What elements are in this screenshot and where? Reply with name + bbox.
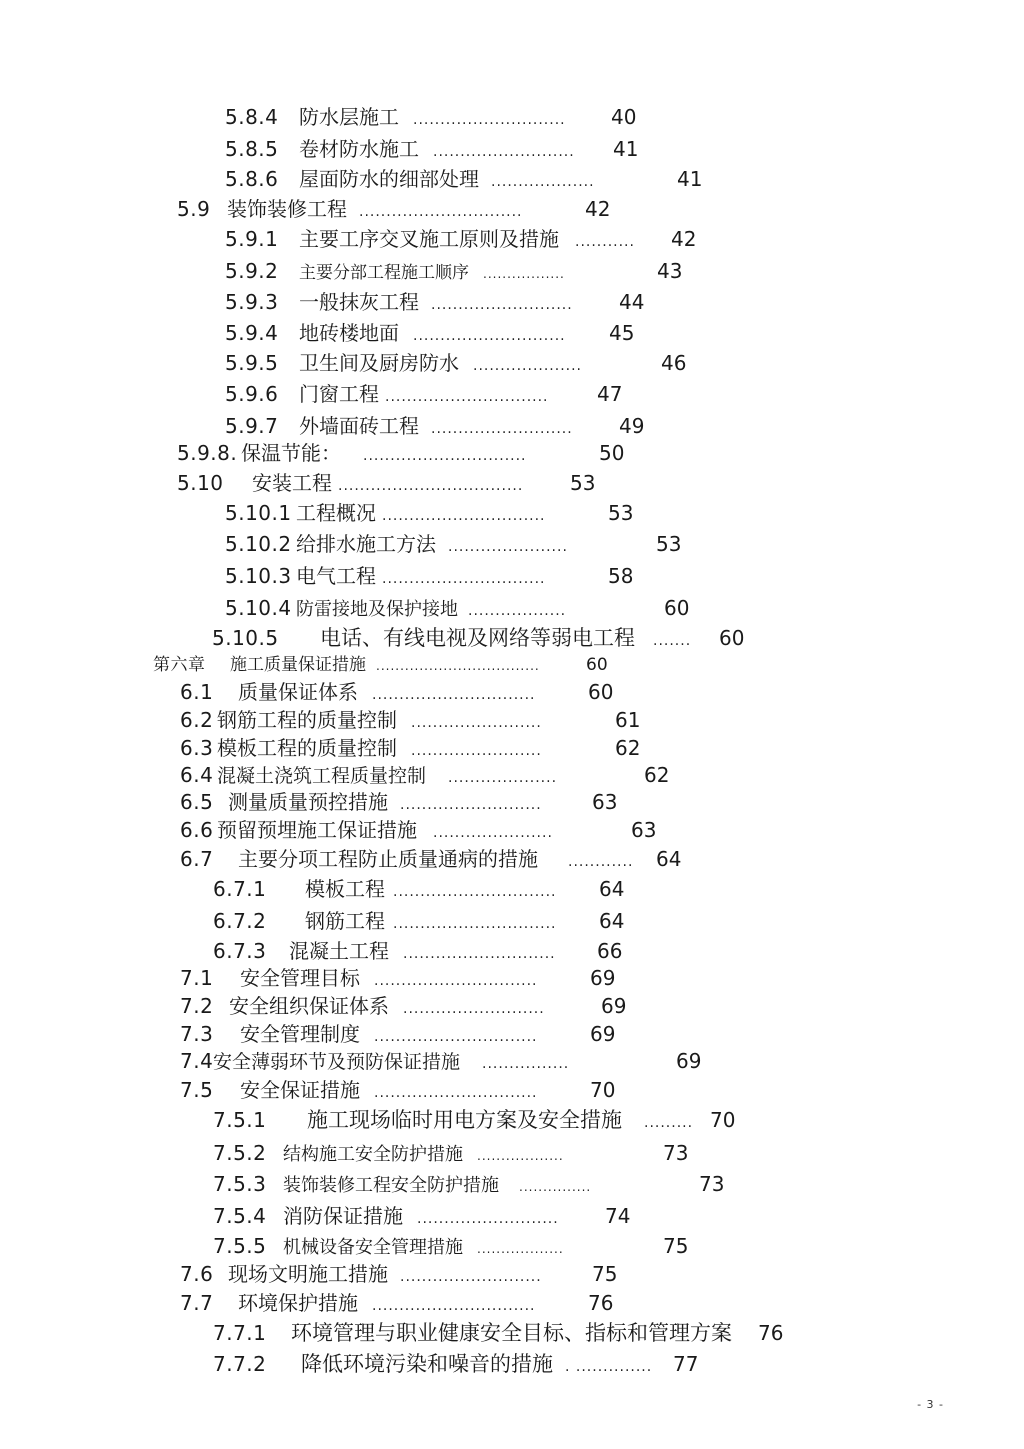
toc-title: 施工现场临时用电方案及安全措施 — [307, 1108, 622, 1132]
toc-page-number: 50 — [599, 441, 625, 465]
toc-title: 主要分项工程防止质量通病的措施 — [238, 847, 538, 871]
toc-page-number: 53 — [570, 471, 596, 495]
toc-leader: .......................... — [431, 421, 573, 437]
toc-page-number: 62 — [644, 763, 670, 787]
toc-entry — [225, 323, 634, 343]
toc-number: 7.7 — [180, 1291, 214, 1315]
toc-number: 7.5.2 — [213, 1141, 267, 1165]
toc-entry — [177, 199, 610, 219]
toc-entry — [180, 996, 626, 1016]
toc-page-number: 60 — [719, 626, 745, 650]
toc-number: 7.5.1 — [213, 1108, 267, 1132]
toc-entry — [213, 911, 624, 931]
toc-number: 5.10.3 — [225, 564, 292, 588]
toc-page-number: 42 — [671, 227, 697, 251]
toc-number: 5.9.2 — [225, 259, 279, 283]
toc-leader: .............................. — [374, 1029, 538, 1045]
toc-title: 安全组织保证体系 — [229, 994, 389, 1018]
toc-entry — [180, 710, 640, 730]
toc-leader: .................. — [477, 1242, 564, 1256]
toc-title: 安全管理目标 — [240, 966, 360, 990]
toc-page-number: 70 — [710, 1108, 736, 1132]
toc-entry — [213, 879, 624, 899]
toc-title: 环境保护措施 — [238, 1291, 358, 1315]
toc-entry — [225, 169, 702, 189]
toc-number: 6.7 — [180, 847, 214, 871]
toc-title: 安全薄弱环节及预防保证措施 — [213, 1051, 461, 1073]
toc-page-number: 53 — [656, 532, 682, 556]
toc-page-number: 63 — [592, 790, 618, 814]
toc-entry — [213, 1323, 783, 1344]
toc-number: 6.7.3 — [213, 939, 267, 963]
toc-title: 地砖楼地面 — [299, 321, 399, 345]
toc-leader: .................................. — [338, 478, 524, 494]
toc-page-number: 69 — [676, 1049, 702, 1073]
toc-number: 7.5.3 — [213, 1172, 267, 1196]
toc-number: 5.9 — [177, 197, 211, 221]
toc-leader: . .............. — [565, 1359, 653, 1375]
toc-number: 5.10.2 — [225, 532, 292, 556]
toc-page-number: 69 — [590, 1022, 616, 1046]
toc-title: 模板工程的质量控制 — [217, 736, 397, 760]
toc-number: 7.7.2 — [213, 1352, 267, 1376]
toc-page-number: 66 — [597, 939, 623, 963]
toc-page-number: 60 — [586, 655, 608, 675]
toc-entry — [225, 107, 636, 127]
toc-title: 质量保证体系 — [238, 680, 358, 704]
toc-entry — [225, 384, 622, 404]
page-footer-number: - 3 - — [917, 1398, 944, 1411]
toc-title: 钢筋工程的质量控制 — [217, 708, 397, 732]
toc-leader: .................................. — [376, 659, 540, 673]
toc-leader: ...................... — [433, 825, 553, 841]
toc-leader: .................... — [448, 770, 558, 786]
toc-number: 5.8.6 — [225, 167, 279, 191]
toc-entry — [180, 1080, 615, 1100]
toc-title: 屋面防水的细部处理 — [299, 167, 479, 191]
toc-page-number: 40 — [611, 105, 637, 129]
toc-entry — [225, 261, 682, 282]
toc-page-number: 44 — [619, 290, 645, 314]
toc-leader: .............................. — [382, 571, 546, 587]
toc-title: 安全管理制度 — [240, 1022, 360, 1046]
toc-title: 防水层施工 — [299, 105, 399, 129]
toc-leader: ....... — [653, 633, 692, 649]
toc-page-number: 69 — [590, 966, 616, 990]
toc-title: 环境管理与职业健康安全目标、指标和管理方案 — [291, 1321, 732, 1345]
toc-title: 主要分部工程施工顺序 — [299, 263, 469, 283]
toc-entry — [213, 1143, 688, 1164]
toc-entry — [213, 1206, 630, 1226]
toc-page-number: 70 — [590, 1078, 616, 1102]
toc-entry — [213, 1354, 698, 1375]
toc-leader: .......................... — [400, 1269, 542, 1285]
toc-title: 模板工程 — [305, 877, 385, 901]
toc-number: 7.5.4 — [213, 1204, 267, 1228]
toc-title: 门窗工程 — [299, 382, 379, 406]
toc-title: 钢筋工程 — [305, 909, 385, 933]
toc-entry — [225, 598, 689, 619]
toc-number: 第六章 — [153, 655, 206, 675]
toc-entry — [225, 229, 696, 249]
toc-leader: ............................ — [413, 328, 566, 344]
toc-leader: ................. — [483, 267, 565, 281]
toc-leader: ................... — [491, 174, 595, 190]
toc-number: 5.9.8. — [177, 441, 238, 465]
toc-leader: .............................. — [385, 389, 549, 405]
toc-leader: ............................ — [403, 946, 556, 962]
toc-leader: .................. — [468, 603, 567, 619]
toc-number: 5.9.1 — [225, 227, 279, 251]
toc-page-number: 69 — [601, 994, 627, 1018]
toc-number: 7.3 — [180, 1022, 214, 1046]
toc-number: 5.10 — [177, 471, 224, 495]
toc-title: 防雷接地及保护接地 — [296, 599, 458, 620]
toc-title: 工程概况 — [296, 501, 376, 525]
toc-entry — [180, 1264, 617, 1284]
toc-page-number: 43 — [657, 259, 683, 283]
toc-number: 5.9.4 — [225, 321, 279, 345]
toc-page-number: 73 — [699, 1172, 725, 1196]
toc-title: 施工质量保证措施 — [230, 655, 366, 675]
toc-entry — [180, 849, 681, 869]
toc-entry — [213, 1236, 688, 1257]
toc-number: 5.8.4 — [225, 105, 279, 129]
toc-page-number: 74 — [605, 1204, 631, 1228]
toc-number: 5.10.5 — [212, 626, 279, 650]
toc-entry — [180, 1051, 701, 1072]
toc-title: 电气工程 — [296, 564, 376, 588]
toc-page-number: 41 — [613, 137, 639, 161]
toc-title: 卷材防水施工 — [299, 137, 419, 161]
toc-page-number: 42 — [585, 197, 611, 221]
toc-leader: ........................ — [411, 743, 542, 759]
toc-title: 电话、有线电视及网络等弱电工程 — [320, 626, 635, 650]
toc-title: 机械设备安全管理措施 — [283, 1237, 463, 1258]
toc-title: 降低环境污染和噪音的措施 — [301, 1352, 553, 1376]
toc-leader: .......................... — [433, 144, 575, 160]
toc-title: 外墙面砖工程 — [299, 414, 419, 438]
toc-page-number: 49 — [619, 414, 645, 438]
toc-title: 安全保证措施 — [240, 1078, 360, 1102]
toc-entry — [180, 738, 640, 758]
toc-title: 安装工程 — [252, 471, 332, 495]
toc-leader: ......... — [644, 1115, 694, 1131]
toc-entry — [213, 1110, 735, 1131]
toc-number: 5.9.6 — [225, 382, 279, 406]
toc-leader: ............... — [519, 1180, 592, 1194]
toc-number: 7.5 — [180, 1078, 214, 1102]
toc-page-number: 60 — [588, 680, 614, 704]
toc-leader: ............................ — [413, 112, 566, 128]
toc-leader: ................ — [482, 1056, 570, 1072]
toc-number: 5.10.4 — [225, 596, 292, 620]
toc-entry — [225, 416, 644, 436]
toc-number: 5.9.5 — [225, 351, 279, 375]
toc-page-number: 63 — [631, 818, 657, 842]
toc-page-number: 75 — [592, 1262, 618, 1286]
toc-entry — [180, 1293, 613, 1313]
toc-title: 混凝土浇筑工程质量控制 — [217, 765, 427, 787]
toc-entry — [225, 566, 633, 586]
toc-title: 混凝土工程 — [289, 939, 389, 963]
toc-number: 6.5 — [180, 790, 214, 814]
toc-entry — [225, 139, 638, 159]
toc-leader: .......................... — [400, 797, 542, 813]
toc-title: 现场文明施工措施 — [228, 1262, 388, 1286]
toc-page-number: 62 — [615, 736, 641, 760]
toc-number: 6.7.2 — [213, 909, 267, 933]
toc-number: 6.7.1 — [213, 877, 267, 901]
toc-title: 一般抹灰工程 — [299, 290, 419, 314]
toc-leader: .............................. — [372, 687, 536, 703]
toc-title: 给排水施工方法 — [296, 532, 436, 556]
toc-page-number: 77 — [673, 1352, 699, 1376]
toc-number: 6.1 — [180, 680, 214, 704]
toc-leader: .............................. — [393, 884, 557, 900]
toc-title: 装饰装修工程安全防护措施 — [283, 1175, 499, 1196]
toc-leader: .............................. — [372, 1298, 536, 1314]
toc-leader: ............ — [568, 854, 634, 870]
toc-number: 7.1 — [180, 966, 214, 990]
toc-title: 预留预埋施工保证措施 — [217, 818, 417, 842]
toc-number: 5.8.5 — [225, 137, 279, 161]
toc-page-number: 58 — [608, 564, 634, 588]
toc-entry — [180, 820, 656, 840]
toc-leader: .............................. — [374, 1085, 538, 1101]
toc-entry — [180, 682, 613, 702]
toc-entry — [213, 941, 622, 961]
toc-leader: .............................. — [363, 448, 527, 464]
toc-page-number: 64 — [656, 847, 682, 871]
toc-page-number: 64 — [599, 877, 625, 901]
toc-leader: .......................... — [403, 1001, 545, 1017]
toc-page-number: 61 — [615, 708, 641, 732]
toc-entry — [180, 1024, 615, 1044]
toc-title: 装饰装修工程 — [227, 197, 347, 221]
toc-leader: .............................. — [393, 916, 557, 932]
toc-title: 主要工序交叉施工原则及措施 — [299, 227, 559, 251]
toc-page-number: 76 — [588, 1291, 614, 1315]
toc-entry — [225, 503, 633, 523]
toc-leader: ...................... — [448, 539, 568, 555]
toc-entry — [225, 292, 644, 312]
toc-number: 6.4 — [180, 763, 214, 787]
toc-entry — [212, 628, 744, 649]
toc-number: 7.7.1 — [213, 1321, 267, 1345]
toc-leader: .......................... — [431, 297, 573, 313]
toc-title: 卫生间及厨房防水 — [299, 351, 459, 375]
toc-leader: .................. — [477, 1149, 564, 1163]
toc-page-number: 73 — [663, 1141, 689, 1165]
toc-page-number: 60 — [664, 596, 690, 620]
toc-entry — [177, 473, 595, 493]
toc-page-number: 64 — [599, 909, 625, 933]
toc-entry — [180, 792, 617, 812]
toc-page-number: 53 — [608, 501, 634, 525]
toc-page-number: 76 — [758, 1321, 784, 1345]
toc-number: 6.3 — [180, 736, 214, 760]
toc-page-number: 41 — [677, 167, 703, 191]
toc-page-number: 45 — [609, 321, 635, 345]
toc-entry — [177, 443, 624, 463]
toc-leader: .............................. — [382, 508, 546, 524]
toc-page-number: 46 — [661, 351, 687, 375]
toc-number: 7.4 — [180, 1049, 214, 1073]
toc-number: 7.5.5 — [213, 1234, 267, 1258]
toc-leader: .............................. — [374, 973, 538, 989]
toc-entry — [225, 353, 686, 373]
toc-number: 6.2 — [180, 708, 214, 732]
toc-entry — [225, 534, 681, 554]
toc-title: 保温节能： — [241, 441, 341, 465]
toc-page-number: 75 — [663, 1234, 689, 1258]
toc-leader: ........... — [575, 234, 635, 250]
toc-title: 结构施工安全防护措施 — [283, 1144, 463, 1165]
toc-entry — [153, 657, 608, 674]
toc-entry — [180, 765, 669, 786]
toc-number: 5.10.1 — [225, 501, 292, 525]
toc-number: 6.6 — [180, 818, 214, 842]
toc-number: 5.9.3 — [225, 290, 279, 314]
toc-leader: .................... — [473, 358, 583, 374]
toc-page-number: 47 — [597, 382, 623, 406]
toc-leader: .......................... — [417, 1211, 559, 1227]
toc-title: 测量质量预控措施 — [228, 790, 388, 814]
toc-entry — [213, 1174, 724, 1195]
toc-leader: .............................. — [359, 204, 523, 220]
toc-entry — [180, 968, 615, 988]
toc-title: 消防保证措施 — [283, 1204, 403, 1228]
toc-number: 7.2 — [180, 994, 214, 1018]
toc-leader: ........................ — [411, 715, 542, 731]
toc-number: 7.6 — [180, 1262, 214, 1286]
toc-number: 5.9.7 — [225, 414, 279, 438]
